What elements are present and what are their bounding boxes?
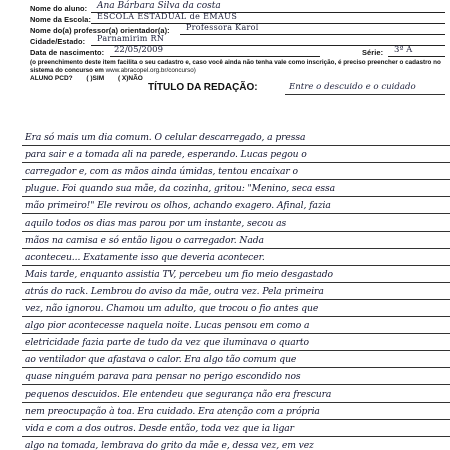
essay-line: aconteceu... Exatamente isso que deveria acontecer. xyxy=(25,251,265,263)
essay-lined-area[interactable] xyxy=(22,130,450,450)
teacher-field[interactable] xyxy=(180,24,445,35)
essay-line: nem preocupação à toa. Era cuidado. Era atenção com a própria xyxy=(25,405,320,417)
ruled-line xyxy=(22,213,450,214)
pcd-label: ALUNO PCD? xyxy=(30,75,73,82)
essay-line: plugue. Foi quando sua mãe, da cozinha, gritou: "Menino, seca essa xyxy=(25,183,336,195)
school-value: ESCOLA ESTADUAL de EMAUS xyxy=(97,12,238,21)
ruled-line xyxy=(22,350,450,351)
ruled-line xyxy=(22,316,450,317)
ruled-line xyxy=(22,367,450,368)
city-value: Parnamirim RN xyxy=(97,34,165,43)
essay-line: Mais tarde, enquanto assistia TV, percebeu um fio meio desgastado xyxy=(25,268,333,280)
essay-line: aquilo todos os dias mas parou por um instante, secou as xyxy=(25,217,287,229)
essay-line: atrás do rack. Lembrou do aviso da mãe, outra vez. Pela primeira xyxy=(25,285,324,297)
essay-line: mãos na camisa e só então ligou o carregador. Nada xyxy=(25,234,264,246)
ruled-line xyxy=(22,196,450,197)
essay-title-label: TÍTULO DA REDAÇÃO: xyxy=(148,82,258,93)
essay-line: para sair e a tomada ali na parede, esperando. Lucas pegou o xyxy=(25,149,307,161)
ruled-line xyxy=(22,436,450,437)
essay-line: quase ninguém parava para pensar no perigo escondido nos xyxy=(25,371,301,383)
essay-title-value[interactable]: Entre o descuido e o cuidado xyxy=(289,82,416,92)
essay-line: carregador e, com as mãos ainda úmidas, tentou encaixar o xyxy=(25,166,298,178)
title-underline xyxy=(285,94,445,95)
ruled-line xyxy=(22,282,450,283)
essay-line: vez, não ignorou. Chamou um adulto, que trocou o fio antes que xyxy=(25,303,319,314)
ruled-line xyxy=(22,162,450,163)
city-label: Cidade/Estado: xyxy=(30,37,86,46)
pcd-yes-option[interactable]: ( )SIM xyxy=(86,75,105,82)
birth-date-field[interactable] xyxy=(110,46,320,57)
student-name-label: Nome do aluno: xyxy=(30,4,88,13)
essay-line: Era só mais um dia comum. O celular descarregado, a pressa xyxy=(25,132,306,143)
ruled-line xyxy=(22,145,450,146)
teacher-label: Nome do(a) professor(a) orientador(a): xyxy=(30,26,170,35)
ruled-line xyxy=(22,333,450,334)
student-name-value: Ana Bárbara Silva da costa xyxy=(97,1,221,11)
essay-line: vida e com a dos outros. Desde então, toda vez que ia ligar xyxy=(25,422,294,434)
essay-line: algo pior acontecesse naquela noite. Lucas pensou em como a xyxy=(25,320,310,332)
registration-notice xyxy=(30,59,445,75)
ruled-line xyxy=(22,419,450,420)
birth-date-value: 22/05/2009 xyxy=(114,45,163,55)
pcd-question xyxy=(30,75,155,82)
essay-line: pequenos descuidos. Ele entendeu que segurança não era frescura xyxy=(25,388,332,400)
essay-line: mão primeiro!" Ele revirou os olhos, achando exagero. Afinal, fazia xyxy=(25,200,331,212)
birth-date-label: Data de nascimento: xyxy=(30,48,105,57)
essay-line: ao ventilador que afastava o calor. Era algo tão comum que xyxy=(25,354,297,366)
ruled-line xyxy=(22,384,450,385)
ruled-line xyxy=(22,299,450,300)
pcd-no-option[interactable]: ( X)NÃO xyxy=(117,75,143,82)
notice-url[interactable]: www.abracopel.org.br/concurso) xyxy=(105,67,196,74)
essay-line: eletricidade fazia parte de tudo da vez que iluminava o quarto xyxy=(25,337,309,349)
notice-text: (o preenchimento deste item facilita o seu cadastro e, caso você ainda não tenha vale como inscrição, é preciso preencher o cadastro no sistema do concurso em xyxy=(30,59,441,74)
ruled-line xyxy=(22,248,450,249)
ruled-line xyxy=(22,179,450,180)
school-label: Nome da Escola: xyxy=(30,15,92,24)
grade-value: 3ª A xyxy=(394,45,413,55)
grade-field[interactable] xyxy=(388,46,445,57)
birth-row xyxy=(0,46,450,58)
ruled-line xyxy=(22,231,450,232)
ruled-line xyxy=(22,402,450,403)
ruled-line xyxy=(22,265,450,266)
teacher-value: Professora Karol xyxy=(186,23,259,32)
grade-label: Série: xyxy=(362,48,384,57)
school-field[interactable] xyxy=(91,13,445,24)
essay-line: algo na tomada, lembrava do grito da mãe e, dessa vez, em vez xyxy=(25,439,314,450)
